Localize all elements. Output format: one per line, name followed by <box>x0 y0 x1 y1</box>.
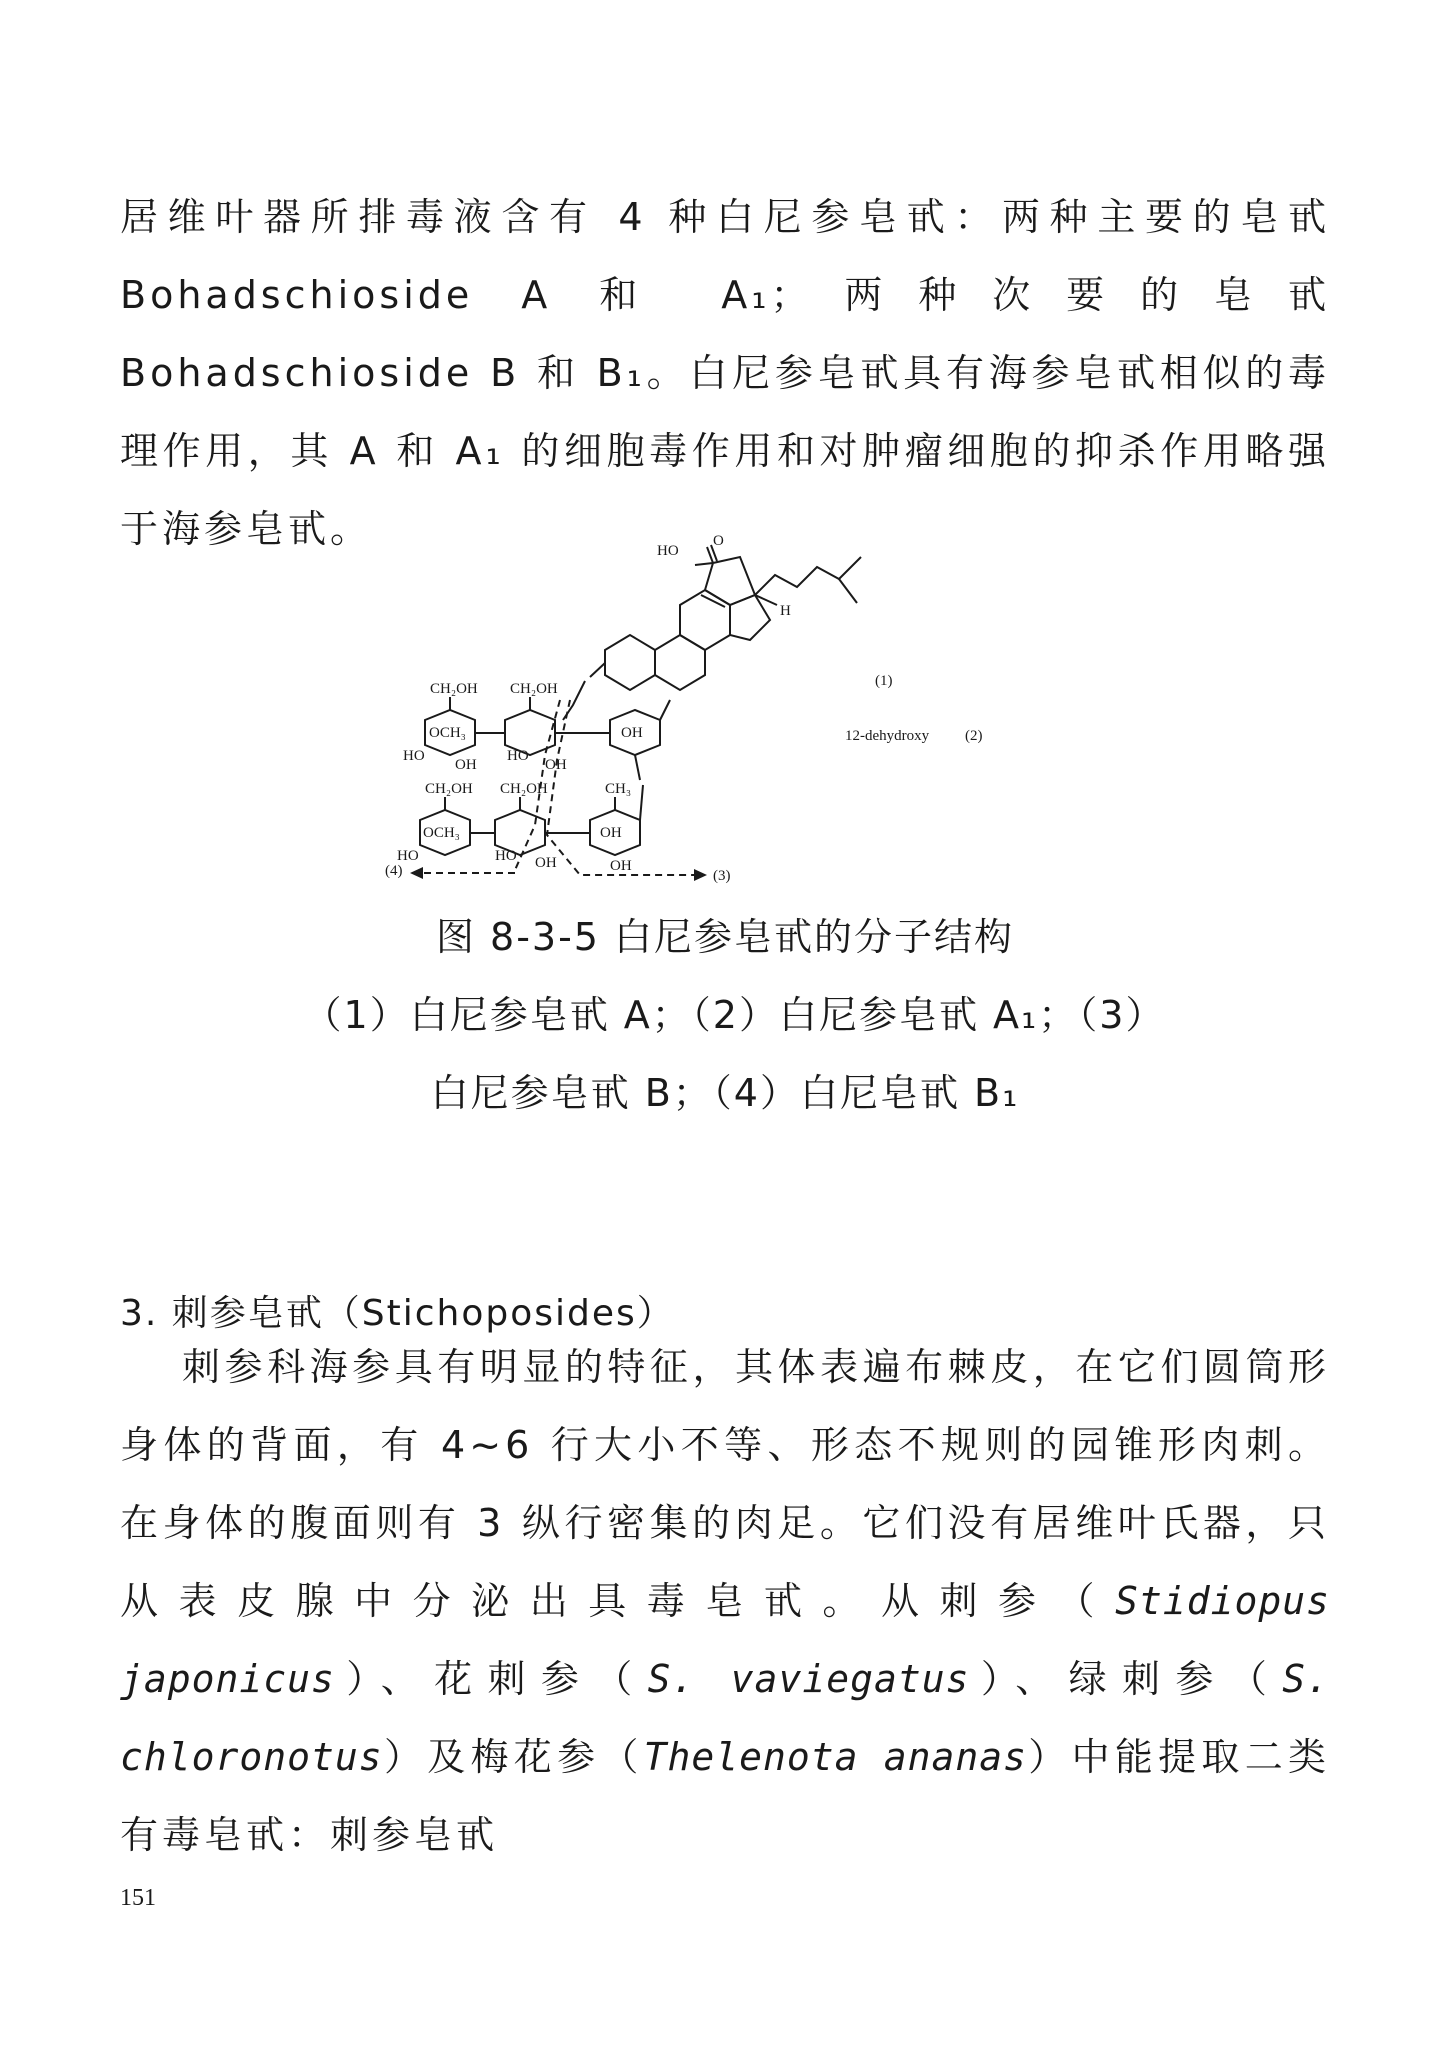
label-ch2oh-3: CH₂OH <box>425 781 473 797</box>
label-ho-3: HO <box>397 848 419 864</box>
text-part-1: 刺参科海参具有明显的特征，其体表遍布棘皮，在它们圆筒形身体的背面，有 4~6 行大小不等、形态不规则的园锥形肉刺。在身体的腹面则有 3 纵行密集的肉足。它们没有居维叶氏器，只从表皮腺中分泌出具毒皂甙。从刺参（ <box>120 1345 1330 1623</box>
label-och3-1: OCH₃ <box>429 725 466 741</box>
paragraph-stichopodidae <box>120 1328 1330 1874</box>
label-oh-2: OH <box>545 757 567 773</box>
section-heading: 3. 刺参皂甙（Stichoposides） <box>120 1293 675 1334</box>
label-oh-5: OH <box>600 825 622 841</box>
label-o-carbonyl: O <box>713 533 724 549</box>
label-ho-top: HO <box>657 543 679 559</box>
label-oh-3: OH <box>621 725 643 741</box>
label-ho-2: HO <box>507 748 529 764</box>
figure-caption-title: 图 8-3-5 白尼参皂甙的分子结构 <box>435 915 1015 959</box>
species-name-3: S. chloronotus <box>120 1657 1330 1779</box>
label-oh-6: OH <box>610 858 632 874</box>
marker-4: (4) <box>385 863 403 879</box>
label-ch2oh-2: CH₂OH <box>510 681 558 697</box>
paragraph-bohadschioside: 居维叶器所排毒液含有 4 种白尼参皂甙：两种主要的皂甙 Bohadschioside A 和 A₁；两种次要的皂甙 Bohadschioside B 和 B₁。白尼参皂甙具有海参皂甙相似的毒理作用，其 A 和 A₁ 的细胞毒作用和对肿瘤细胞的抑杀作用略强于海参皂甙。 <box>120 195 1330 551</box>
marker-2: (2) <box>965 728 983 744</box>
ring-a <box>605 635 655 690</box>
label-oh-1: OH <box>455 757 477 773</box>
label-ho-4: HO <box>495 848 517 864</box>
species-name-2: S. vaviegatus <box>647 1657 970 1701</box>
figure-caption-legend: （1）白尼参皂甙 A；（2）白尼参皂甙 A₁；（3）白尼参皂甙 B；（4）白尼皂甙 B₁ <box>303 993 1147 1115</box>
lactone-ring <box>705 557 755 605</box>
molecular-structure-figure <box>385 495 1075 885</box>
text-part-5: ）中能提取二类有毒皂甙：刺参皂甙 <box>120 1735 1330 1857</box>
label-ho-1: HO <box>403 748 425 764</box>
marker-2-text: 12-dehydroxy <box>845 728 930 744</box>
text-part-2: ）、花刺参（ <box>334 1657 648 1701</box>
species-name-4: Thelenota ananas <box>643 1735 1027 1779</box>
species-name-1: Stidiopus japonicus <box>120 1579 1330 1701</box>
label-och3-2: OCH₃ <box>423 825 460 841</box>
text-part-4: ）及梅花参（ <box>382 1735 644 1779</box>
ring-b <box>655 635 705 690</box>
label-ch2oh-1: CH₂OH <box>430 681 478 697</box>
label-h: H <box>780 603 791 619</box>
label-ch3: CH₃ <box>605 781 632 797</box>
label-ch2oh-4: CH₂OH <box>500 781 548 797</box>
ring-c <box>680 590 730 650</box>
marker-1: (1) <box>875 673 893 689</box>
page-number: 151 <box>120 1885 156 1911</box>
marker-3: (3) <box>713 868 731 884</box>
label-oh-4: OH <box>535 855 557 871</box>
text-part-3: ）、绿刺参（ <box>969 1657 1283 1701</box>
